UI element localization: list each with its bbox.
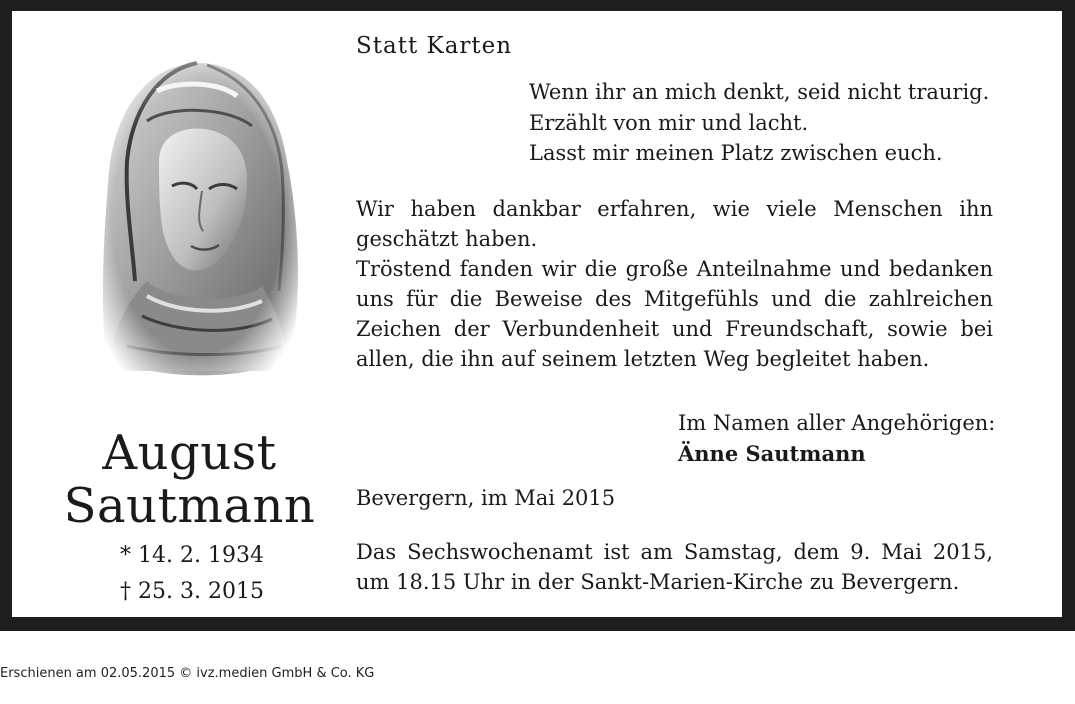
signature-block: [678, 408, 995, 469]
notice-text: Das Sechswochenamt ist am Samstag, dem 9. Mai 2015, um 18.15 Uhr in der Sankt-Marien-Kirche zu Bevergern.: [356, 540, 993, 594]
madonna-sculpture-image: [87, 51, 307, 401]
deceased-last-name: Sautmann: [63, 478, 316, 534]
thanks-paragraph: Wir haben dankbar erfahren, wie viele Menschen ihn geschätzt haben.: [356, 197, 993, 251]
obituary-card: [12, 11, 1062, 617]
signature-name: Änne Sautmann: [678, 440, 866, 466]
poem-line: Wenn ihr an mich denkt, seid nicht traurig.: [529, 80, 990, 104]
deceased-first-name: August: [102, 425, 277, 481]
place-date: Bevergern, im Mai 2015: [356, 486, 616, 510]
thanks-paragraph: Tröstend fanden wir die große Anteilnahme und bedanken uns für die Beweise des Mitgefühls und die zahlreichen Zeichen der Verbundenheit und Freundschaft, sowie bei allen, die ihn auf seinem letzten Weg begleitet haben.: [356, 257, 993, 371]
poem-line: Lasst mir meinen Platz zwischen euch.: [529, 141, 943, 165]
memorial-mass-notice: [356, 537, 993, 597]
statt-karten-heading: Statt Karten: [356, 33, 513, 59]
thanks-text: [356, 194, 993, 374]
poem-line: Erzählt von mir und lacht.: [529, 110, 809, 135]
signature-intro: Im Namen aller Angehörigen:: [678, 411, 996, 435]
death-date: † 25. 3. 2015: [120, 579, 264, 604]
birth-date: * 14. 2. 1934: [120, 543, 264, 568]
publication-footer: Erschienen am 02.05.2015 © ivz.medien GmbH & Co. KG: [0, 666, 375, 681]
poem: [529, 77, 989, 169]
